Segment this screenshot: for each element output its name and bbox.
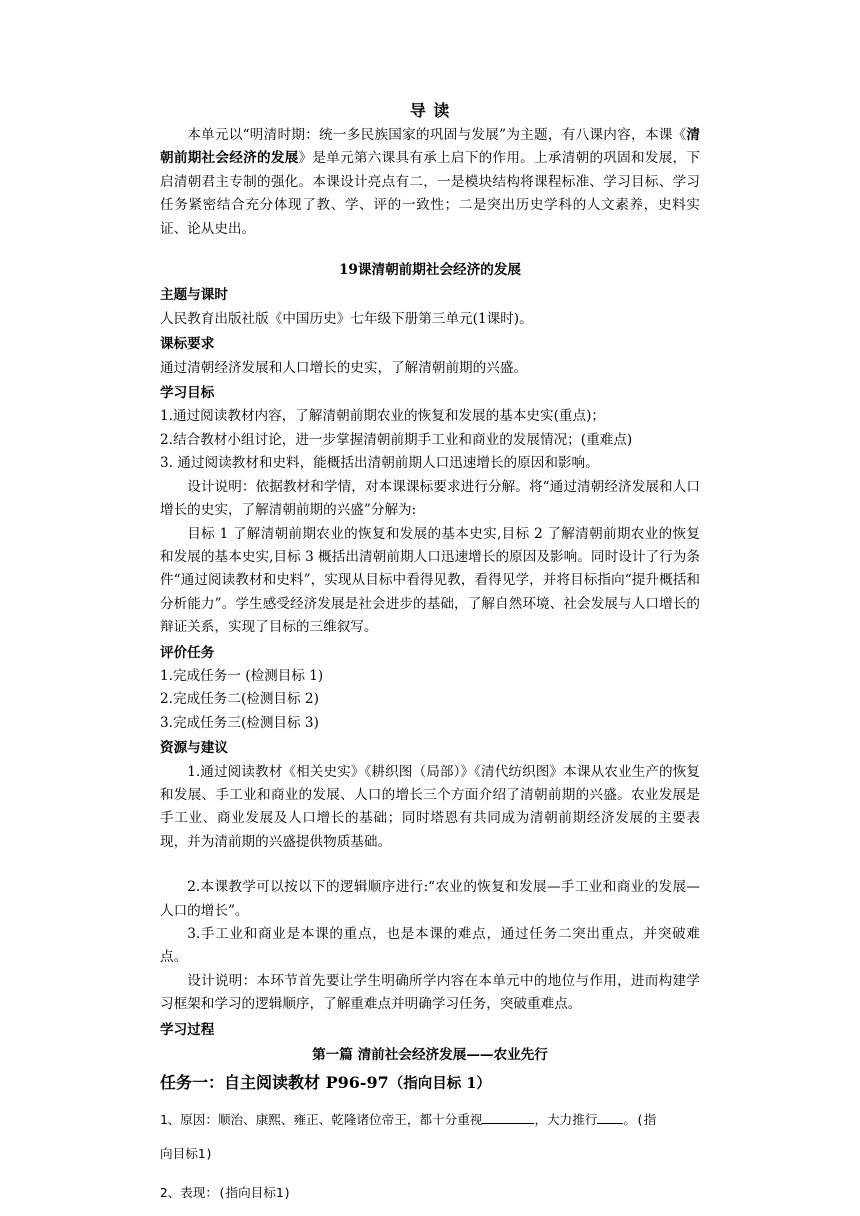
task-1-title — [160, 1071, 700, 1095]
goal-item: 1.通过阅读教材内容，了解清朝前期农业的恢复和发展的基本史实(重点)； — [160, 408, 605, 425]
goals-heading: 学习目标 — [160, 385, 215, 402]
question-1-text-b: ，大力推行 — [534, 1111, 598, 1127]
guide-text-b: 》是单元第六课具有承上启下的作用。上承清朝的巩固和发展，下启清朝君主专制的强化。本课设计亮点有二，一是模块结构将课程标准、学习目标、学习任务紧密结合充分体现了教、学、评的一致性；二是突出历史学科的人文素养，史料实证、论从史出。 — [160, 150, 701, 237]
resource-1: 1.通过阅读教材《相关史实》《耕织图（局部）》《清代纺织图》本课从农业生产的恢复和发展、手工业和商业的发展、人口的增长三个方面介绍了清朝前期的兴盛。农业发展是手工业、商业发展及人口增长的基础；同时塔恩有共同成为清朝前期经济发展的主要表现，并为清前期的兴盛提供物质基础。 — [160, 763, 700, 850]
eval-heading: 评价任务 — [160, 644, 215, 661]
task-1-main: 自主阅读教材 P96-97 — [224, 1073, 389, 1093]
eval-item: 1.完成任务一 (检测目标 1) — [160, 667, 324, 684]
standard-heading: 课标要求 — [160, 336, 215, 353]
question-1-cont: 向目标1) — [160, 1145, 213, 1161]
task-1-label: 任务一： — [160, 1073, 225, 1093]
eval-item: 3.完成任务三(检测目标 3) — [160, 714, 319, 731]
goal-item: 3. 通过阅读教材和史料，能概括出清朝前期人口迅速增长的原因和影响。 — [160, 455, 599, 472]
lesson-title: 19课清朝前期社会经济的发展 — [338, 262, 522, 279]
task-1-target: （指向目标 1） — [388, 1075, 491, 1093]
eval-item: 2.完成任务二(检测目标 2) — [160, 691, 319, 708]
design-note-3: 设计说明：本环节首先要让学生明确所学内容在本单元中的地位与作用，进而构建学习框架和学习的逻辑顺序，了解重难点并明确学习任务，突破重难点。 — [160, 972, 700, 1013]
resources-heading: 资源与建议 — [160, 740, 228, 757]
question-1 — [160, 1108, 700, 1132]
chapter-title: 第一篇 清前社会经济发展——农业先行 — [312, 1047, 548, 1064]
resource-2: 2.本课教学可以按以下的逻辑顺序进行:“农业的恢复和发展—手工业和商业的发展—人口的增长”。 — [160, 879, 700, 919]
goal-item: 2.结合教材小组讨论，进一步掌握清朝前期手工业和商业的发展情况；(重难点) — [160, 431, 633, 448]
theme-text: 人民教育出版社版《中国历史》七年级下册第三单元(1课时)。 — [160, 310, 533, 327]
guide-title: 导 读 — [409, 101, 451, 120]
process-heading: 学习过程 — [160, 1021, 215, 1038]
question-1-text-a: 1、原因：顺治、康熙、雍正、乾隆诸位帝王，都十分重视 — [160, 1111, 483, 1127]
document-page — [160, 98, 700, 1205]
guide-paragraph — [160, 124, 700, 241]
blank-field-2[interactable] — [597, 1111, 623, 1124]
resource-3: 3.手工业和商业是本课的重点，也是本课的难点，通过任务二突出重点，并突破难点。 — [160, 926, 700, 966]
design-note-2: 目标 1 了解清朝前期农业的恢复和发展的基本史实,目标 2 了解清朝前期农业的恢复和发展的基本史实,目标 3 概括出清朝前期人口迅速增长的原因及影响。同时设计了行为条件“通过阅读教材和史料”，实现从目标中看得见教，看得见学，并将目标指向“提升概括和分析能力”。学生感受经济发展是社会进步的基础，了解自然环境、社会发展与人口增长的辩证关系，实现了目标的三维叙写。 — [160, 525, 700, 636]
spacer — [160, 854, 700, 876]
guide-text-bold: 清朝前期社会经济的发展 — [160, 127, 700, 167]
question-1-text-c: 。(指 — [623, 1111, 657, 1127]
theme-heading: 主题与课时 — [160, 287, 228, 304]
standard-text: 通过清朝经济发展和人口增长的史实，了解清朝前期的兴盛。 — [160, 359, 528, 376]
question-2: 2、表现：(指向目标1) — [160, 1185, 292, 1201]
guide-text-a: 本单元以“明清时期：统一多民族国家的巩固与发展”为主题，有八课内容，本课《 — [187, 127, 687, 143]
blank-field-1[interactable] — [482, 1111, 534, 1124]
design-note-1: 设计说明：依据教材和学情，对本课课标要求进行分解。将“通过清朝经济发展和人口增长的史实，了解清朝前期的兴盛”分解为: — [160, 478, 700, 519]
